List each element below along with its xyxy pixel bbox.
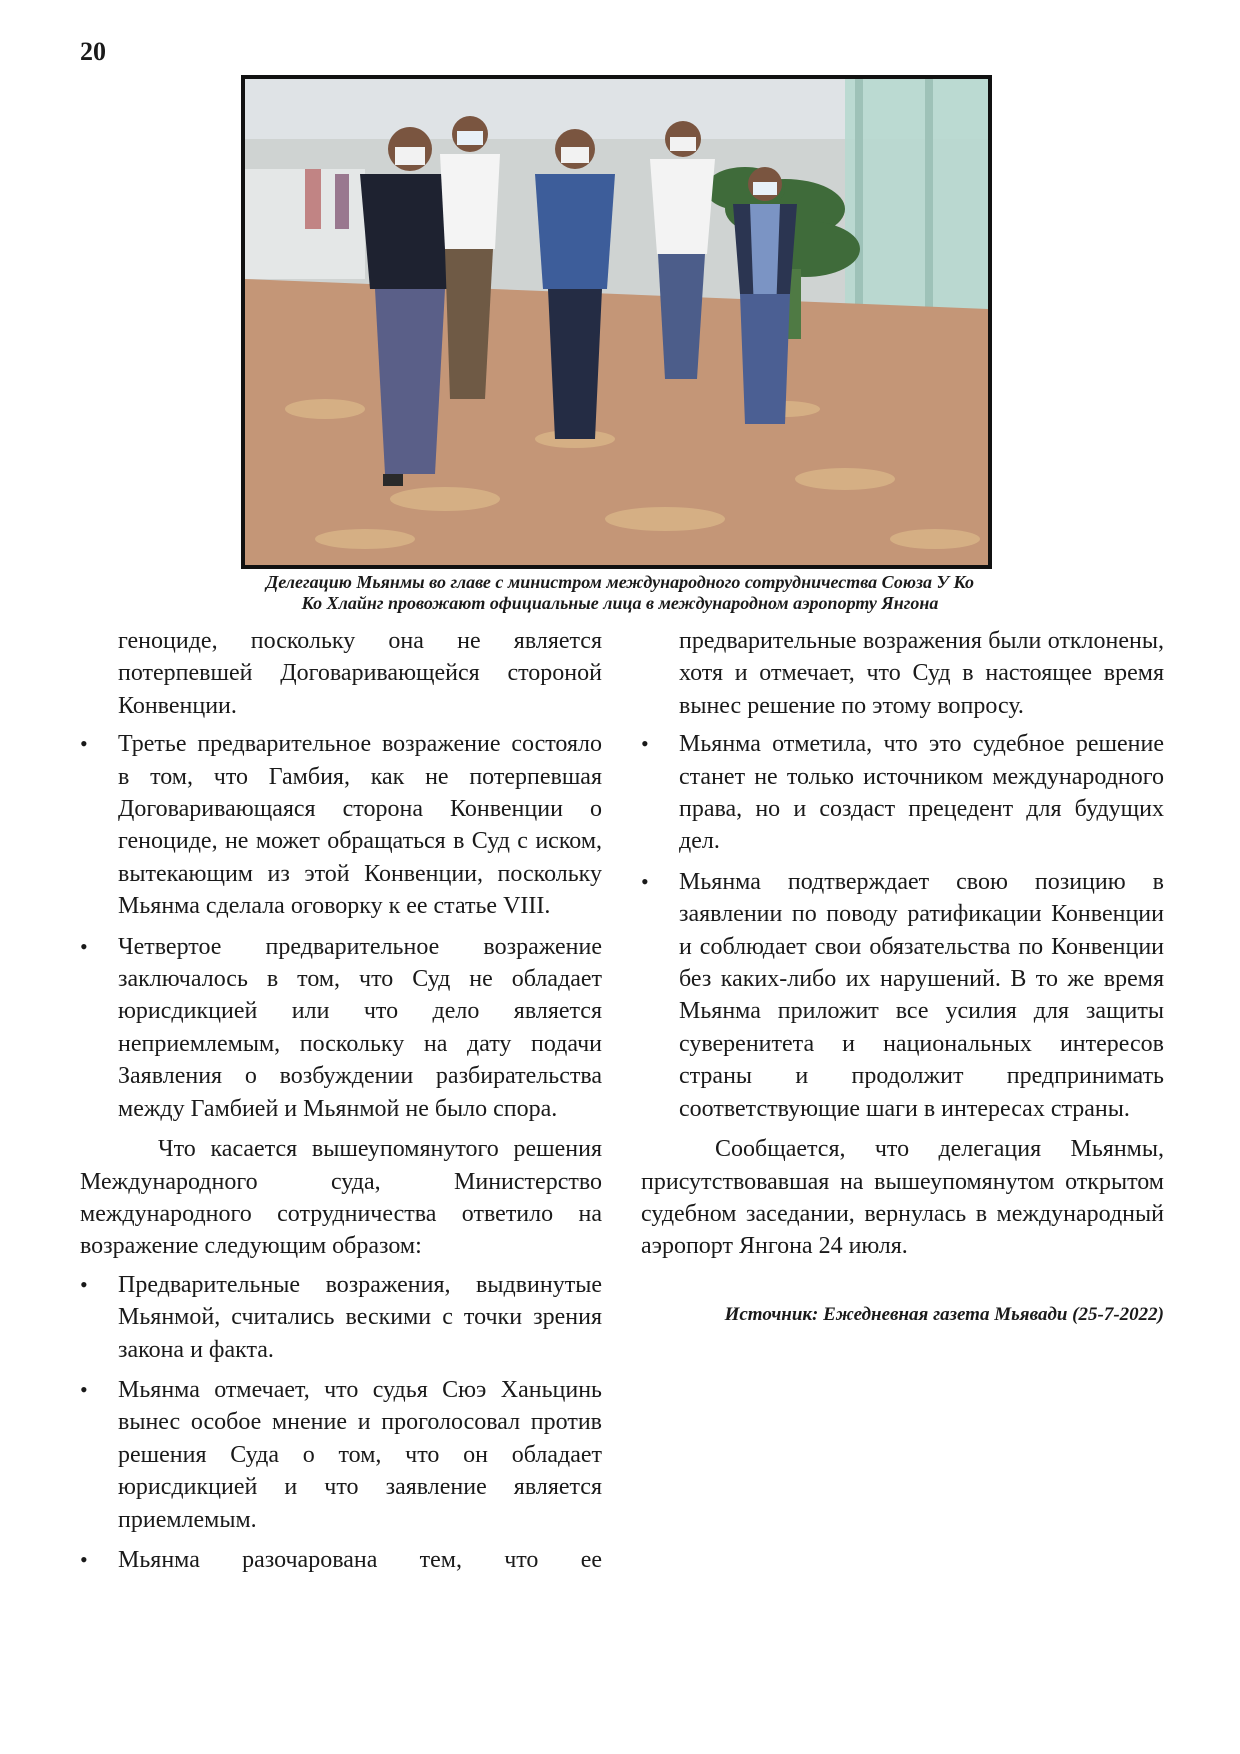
- left-continuation-text: геноциде, поскольку она не является потерпевшей Договаривающейся стороной Конвенции.: [118, 628, 602, 719]
- bullet-item: • Четвертое предварительное возражение заключалось в том, что Суд не обладает юрисдикцией или что дело является неприемлемым, поскольку на дату подачи Заявления о возбуждении разбирательства между Гамбией и Мьянмой не было спора.: [80, 931, 602, 1125]
- bullet-item: • Мьянма подтверждает свою позицию в заявлении по поводу ратификации Конвенции и соблюдает свои обязательства по Конвенции без каких-либо их нарушений. В то же время Мьянма приложит все усилия для защиты суверенитета и национальных интересов страны и продолжит предпринимать соответствующие шаги в интересах страны.: [641, 866, 1164, 1125]
- photo-illustration: [245, 79, 988, 565]
- source-citation: Источник: Ежедневная газета Мьявади (25-7-2022): [724, 1303, 1164, 1325]
- photo-caption: [150, 572, 1090, 614]
- caption-line-1: Делегацию Мьянмы во главе с министром международного сотрудничества Союза У Ко: [265, 572, 975, 592]
- bullet-item: • Мьянма отметила, что это судебное решение станет не только источником международного права, но и создаст прецедент для будущих дел.: [641, 728, 1164, 858]
- bullet-item: • Мьянма разочарована тем, что ее: [80, 1544, 602, 1576]
- bullet-item: • Мьянма отмечает, что судья Сюэ Ханьцинь вынес особое мнение и проголосовал против решения Суда о том, что он обладает юрисдикцией и что заявление является приемлемым.: [80, 1374, 602, 1536]
- right-continuation-text: предварительные возражения были отклонены, хотя и отмечает, что Суд в настоящее время вынес решение по этому вопросу.: [679, 628, 1164, 719]
- right-column: [641, 625, 1164, 1327]
- bullet-item: • Предварительные возражения, выдвинутые Мьянмой, считались вескими с точки зрения закона и факта.: [80, 1269, 602, 1366]
- left-column: [80, 625, 602, 1584]
- delegation-photo: [241, 75, 992, 569]
- left-paragraph: Что касается вышеупомянутого решения Международного суда, Министерство международного сотрудничества ответило на возражение следующим образом:: [80, 1136, 602, 1260]
- right-paragraph: Сообщается, что делегация Мьянмы, присутствовавшая на вышеупомянутом открытом судебном заседании, вернулась в международный аэропорт Янгона 24 июля.: [641, 1136, 1164, 1260]
- page-number: 20: [80, 37, 106, 66]
- caption-line-2: Ко Хлайнг провожают официальные лица в международном аэропорту Янгона: [301, 593, 939, 613]
- bullet-item: • Третье предварительное возражение состояло в том, что Гамбия, как не потерпевшая Договаривающаяся сторона Конвенции о геноциде, не может обращаться в Суд с иском, вытекающим из этой Конвенции, поскольку Мьянма сделала оговорку к ее статье VIII.: [80, 728, 602, 922]
